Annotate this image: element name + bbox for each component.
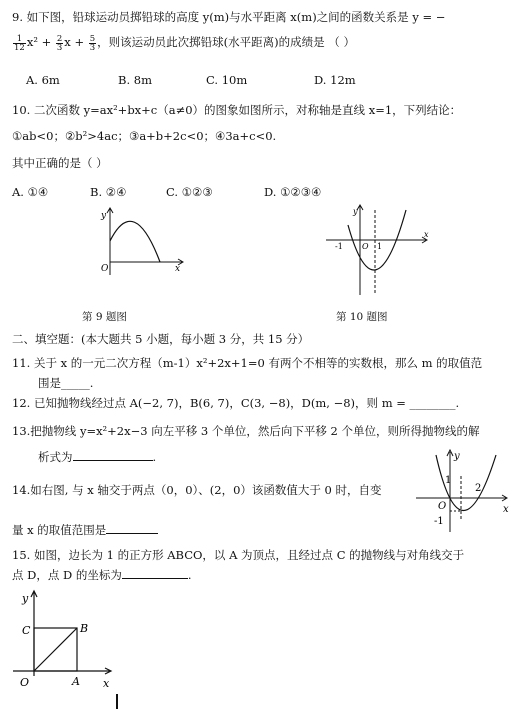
q9-line1: 9. 如下图，铅球运动员掷铅球的高度 y(m)与水平距离 x(m)之间的函数关系是 y = −: [12, 10, 446, 24]
q10-line2: ①ab<0；②b²>4ac；③a+b+2c<0；④3a+c<0.: [12, 129, 277, 143]
q13-line2-text: 析式为: [38, 450, 73, 464]
fig14-graph: [414, 446, 514, 536]
q15-answer-blank[interactable]: [122, 566, 188, 579]
fig10-x-label: x: [424, 230, 429, 239]
q14-line1: 14.如右图, 与 x 轴交于两点（0，0）、(2，0）该函数值大于 0 时，自变: [12, 483, 382, 497]
fig9-caption: 第 9 题图: [82, 311, 127, 323]
fig10-minus-one-label: -1: [335, 242, 343, 251]
q9-option-c: C. 10m: [206, 73, 248, 87]
fig9-graph: [90, 205, 200, 280]
q15-line2: 点 D，点 D 的坐标为 .: [12, 568, 192, 582]
fig15-origin-label: O: [20, 676, 30, 689]
q14-line2: [12, 521, 158, 538]
q10-option-a: A. ①④: [12, 185, 49, 199]
q9-option-d: D. 12m: [314, 73, 356, 87]
fig14-one-label: 1: [445, 475, 452, 486]
q14-line2-text: 量 x 的取值范围是: [12, 523, 107, 537]
q15-line2-text: 点 D，点 D 的坐标为: [12, 568, 122, 582]
q13-line1: 13.把抛物线 y=x²+2x−3 向左平移 3 个单位，然后向下平移 2 个单位，则所得抛物线的解: [12, 424, 480, 438]
q11-line1: 11. 关于 x 的一元二次方程（m-1）x²+2x+1=0 有两个不相等的实数根，那么 m 的取值范: [12, 356, 483, 370]
fig14-minus-one-label: -1: [434, 516, 444, 527]
fig14-y-label: y: [454, 451, 460, 462]
fig15-x-label: x: [103, 677, 110, 690]
fig10-one-label: 1: [377, 242, 383, 251]
q10-line1: 10. 二次函数 y=ax²+bx+c（a≠0）的图象如图所示，对称轴是直线 x=1，下列结论：: [12, 103, 462, 117]
fig10-graph: [322, 200, 437, 300]
fig15-y-label: y: [22, 592, 29, 605]
q9-line2: $\frac{1}{12}$ x² + $\frac{2}{3}$ x + $\frac{5}{3}$ ，则该运动员此次掷铅球(水平距离)的成绩是 （ ）: [14, 33, 355, 53]
fig15-graph: [10, 588, 125, 693]
fig10-origin-label: O: [362, 242, 369, 251]
q9-option-b: B. 8m: [118, 73, 152, 87]
q13-answer-blank[interactable]: [73, 448, 153, 461]
q12-line: 12. 已知抛物线经过点 A(−2, 7)，B(6, 7)，C(3, −8)，D(m, −8)，则 m = ________.: [12, 396, 460, 410]
fig15-point-c-label: C: [22, 624, 31, 637]
q11-line2: 围是_____.: [38, 376, 94, 390]
fig10-caption: 第 10 题图: [336, 311, 388, 323]
q9-frac1: $\frac{1}{12}$: [14, 33, 25, 53]
fig10-y-label: y: [353, 207, 358, 216]
section-2-heading: 二、填空题：(本大题共 5 小题，每小题 3 分，共 15 分）: [12, 332, 310, 346]
fig14-origin-label: O: [438, 501, 447, 512]
fig14-two-label: 2: [475, 483, 482, 494]
q9-frac2: $\frac{2}{3}$: [56, 33, 63, 53]
fig9-x-label: x: [175, 264, 181, 274]
q14-answer-blank[interactable]: [106, 521, 158, 534]
fig15-point-b-label: B: [80, 622, 89, 635]
q9-frac3: $\frac{5}{3}$: [89, 33, 96, 53]
q9-option-a: A. 6m: [26, 73, 60, 87]
q15-line1: 15. 如图，边长为 1 的正方形 ABCO，以 A 为顶点，且经过点 C 的抛物线与对角线交于: [12, 548, 465, 562]
fig15-point-a-label: A: [72, 675, 80, 688]
q13-line2: 析式为 .: [38, 450, 157, 464]
fig9-origin-label: O: [101, 264, 109, 274]
text-cursor: [116, 694, 118, 709]
q10-line3: 其中正确的是（ ）: [12, 156, 108, 170]
fig9-curve: [110, 221, 160, 262]
fig14-x-label: x: [503, 504, 509, 515]
fig15-diagonal: [34, 628, 77, 671]
q10-option-d: D. ①②③④: [264, 185, 322, 199]
q10-option-c: C. ①②③: [166, 185, 213, 199]
q10-option-b: B. ②④: [90, 185, 127, 199]
fig9-y-label: y: [101, 211, 107, 221]
